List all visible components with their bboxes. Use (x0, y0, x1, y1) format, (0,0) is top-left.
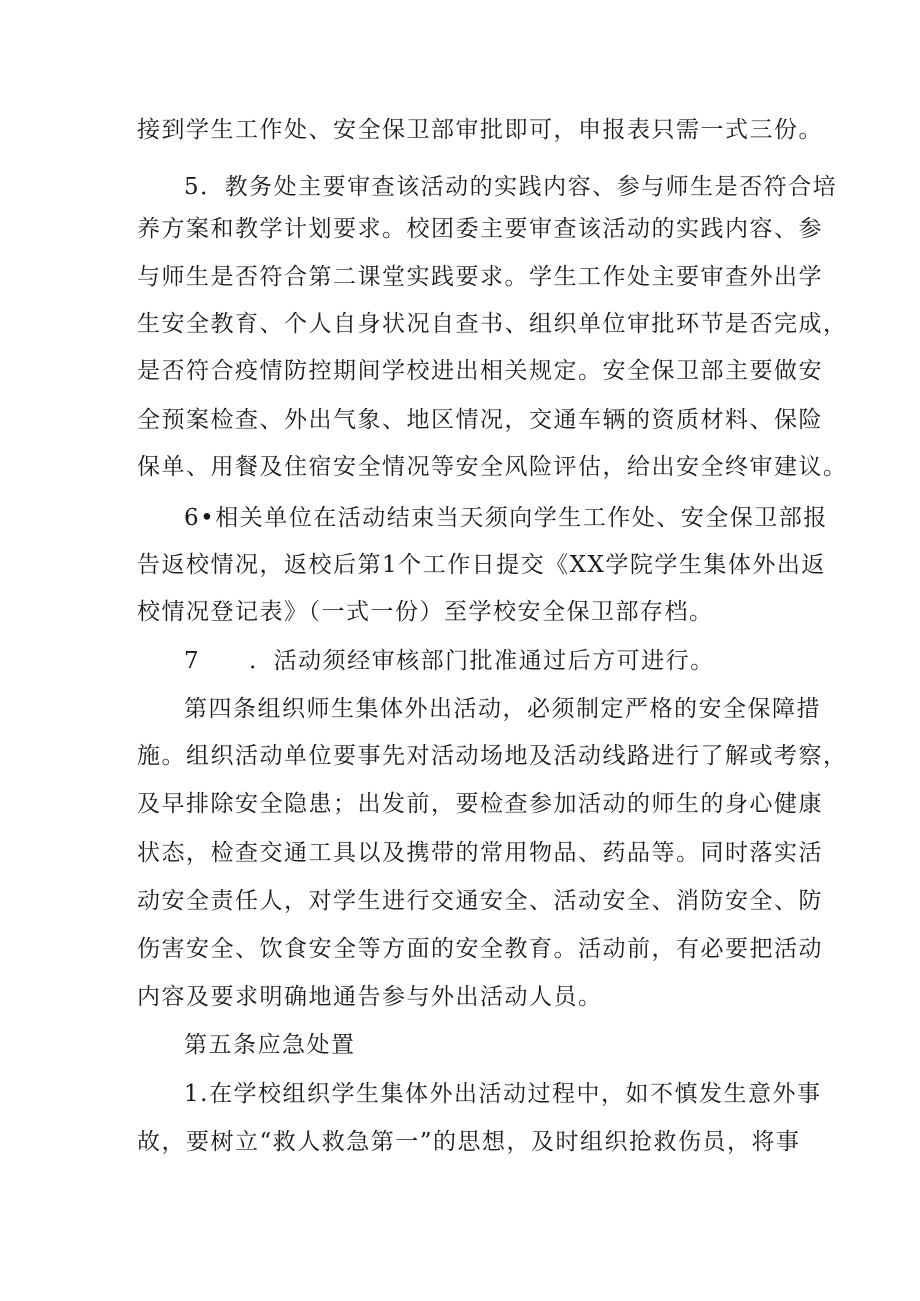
text-line: 7 ．活动须经审核部门批准通过后方可进行。 (184, 648, 715, 674)
text-line: 状态，检查交通工具以及携带的常用物品、药品等。同时落实活 (137, 840, 823, 866)
text-line: 保单、用餐及住宿安全情况等安全风险评估，给出安全终审建议。 (137, 454, 848, 480)
text-line: 6•相关单位在活动结束当天须向学生工作处、安全保卫部报 (184, 505, 828, 531)
text-line: 生安全教育、个人自身状况自查书、组织单位审批环节是否完成， (137, 311, 848, 337)
section-heading: 第五条应急处置 (184, 1032, 356, 1058)
text-line: 校情况登记表》（一式一份）至学校安全保卫部存档。 (137, 599, 714, 625)
text-line: 动安全责任人，对学生进行交通安全、活动安全、消防安全、防 (137, 888, 823, 914)
text-line: 内容及要求明确地通告参与外出活动人员。 (137, 984, 603, 1010)
text-line: 与师生是否符合第二课堂实践要求。学生工作处主要审查外出学 (137, 264, 823, 290)
text-line: 故，要树立“救人救急第一”的思想，及时组织抢救伤员，将事 (137, 1129, 801, 1155)
text-line: 是否符合疫情防控期间学校进出相关规定。安全保卫部主要做安 (137, 358, 823, 384)
text-line: 5．教务处主要审查该活动的实践内容、参与师生是否符合培 (184, 174, 838, 200)
text-line: 伤害安全、饮食安全等方面的安全教育。活动前，有必要把活动 (137, 936, 823, 962)
text-line: 养方案和教学计划要求。校团委主要审查该活动的实践内容、参 (137, 216, 823, 242)
text-line: 告返校情况，返校后第1个工作日提交《XX学院学生集体外出返 (137, 552, 826, 578)
text-line: 施。组织活动单位要事先对活动场地及活动线路进行了解或考察， (137, 743, 848, 769)
text-line: 及早排除安全隐患；出发前，要检查参加活动的师生的身心健康 (137, 791, 823, 817)
text-line: 第四条组织师生集体外出活动，必须制定严格的安全保障措 (184, 696, 821, 722)
text-line: 1.在学校组织学生集体外出活动过程中，如不慎发生意外事 (184, 1081, 822, 1107)
text-line: 全预案检查、外出气象、地区情况，交通车辆的资质材料、保险 (137, 407, 823, 433)
text-line: 接到学生工作处、安全保卫部审批即可，申报表只需一式三份。 (137, 117, 823, 143)
